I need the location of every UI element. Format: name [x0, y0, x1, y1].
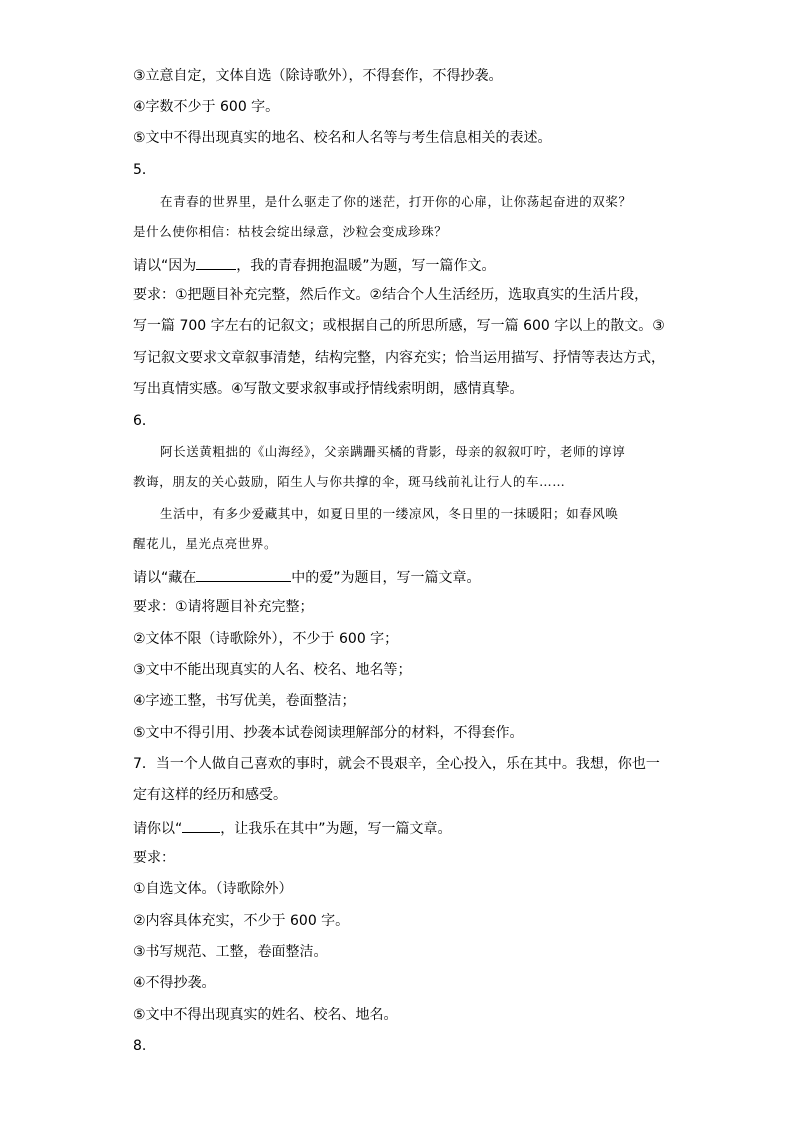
question-7-requirement-4: ④不得抄袭。 — [133, 975, 216, 991]
question-6-prompt-line-4: 醒花儿，星光点亮世界。 — [133, 536, 278, 551]
title-prefix: 请以“藏在 — [133, 570, 197, 586]
question-8-number: 8. — [133, 1038, 147, 1054]
question-6-requirement-4: ④字迹工整，书写优美，卷面整洁； — [133, 693, 356, 709]
title-prefix: 请以“因为 — [133, 258, 197, 274]
question-5-prompt-line-1: 在青春的世界里，是什么驱走了你的迷茫，打开你的心扉，让你荡起奋进的双桨？ — [160, 194, 632, 209]
question-7-requirement-3: ③书写规范、工整，卷面整洁。 — [133, 944, 328, 960]
title-suffix: ，让我乐在其中”为题，写一篇文章。 — [220, 821, 452, 837]
question-7-prompt-line-2: 定有这样的经历和感受。 — [133, 787, 287, 803]
question-6-title-instruction — [133, 567, 673, 587]
requirement-4: ④字数不少于 600 字。 — [133, 99, 280, 115]
question-5-number: 5． — [133, 162, 156, 178]
title-suffix: 中的爱”为题目，写一篇文章。 — [291, 570, 481, 586]
question-5-requirements-line-2: 写一篇 700 字左右的记叙文；或根据自己的所思所感，写一篇 600 字以上的散文。③ — [133, 318, 665, 334]
question-7-prompt-line-1: 7．当一个人做自己喜欢的事时，就会不畏艰辛，全心投入，乐在其中。我想，你也一 — [133, 756, 660, 772]
question-5-requirements-line-3: 写记叙文要求文章叙事清楚，结构完整，内容充实；恰当运用描写、抒情等表达方式， — [133, 350, 665, 366]
question-6-requirement-1: 要求：①请将题目补充完整； — [133, 599, 314, 615]
question-7-requirement-2: ②内容具体充实，不少于 600 字。 — [133, 913, 350, 929]
title-blank — [182, 818, 220, 833]
question-5-requirements-line-1: 要求：①把题目补充完整，然后作文。②结合个人生活经历，选取真实的生活片段， — [133, 287, 649, 303]
question-6-prompt-line-3: 生活中，有多少爱藏其中，如夏日里的一缕凉风，冬日里的一抹暖阳；如春风唤 — [160, 506, 619, 521]
question-7-requirement-1: ①自选文体。（诗歌除外） — [133, 881, 293, 897]
question-5-title-instruction — [133, 255, 673, 275]
title-suffix: ，我的青春拥抱温暖”为题，写一篇作文。 — [236, 258, 496, 274]
requirement-3: ③立意自定，文体自选（除诗歌外），不得套作，不得抄袭。 — [133, 68, 503, 84]
question-6-prompt-line-2: 教诲，朋友的关心鼓励，陌生人与你共撑的伞，斑马线前礼让行人的车…… — [133, 474, 566, 489]
question-6-number: 6． — [133, 413, 156, 429]
requirement-5: ⑤文中不得出现真实的地名、校名和人名等与考生信息相关的表述。 — [133, 130, 552, 146]
question-6-requirement-3: ③文中不能出现真实的人名、校名、地名等； — [133, 662, 412, 678]
question-7-requirements-label: 要求： — [133, 850, 175, 866]
question-6-requirement-2: ②文体不限（诗歌除外），不少于 600 字； — [133, 631, 399, 647]
title-blank — [196, 255, 236, 270]
title-blank — [196, 567, 291, 582]
question-7-requirement-5: ⑤文中不得出现真实的姓名、校名、地名。 — [133, 1007, 398, 1023]
question-5-requirements-line-4: 写出真情实感。④写散文要求叙事或抒情线索明朗，感情真挚。 — [133, 381, 524, 397]
question-5-prompt-line-2: 是什么使你相信：枯枝会绽出绿意，沙粒会变成珍珠？ — [133, 224, 448, 239]
question-6-prompt-line-1: 阿长送黄粗拙的《山海经》，父亲蹒跚买橘的背影，母亲的叙叙叮咛，老师的谆谆 — [160, 444, 626, 459]
title-prefix: 请你以“ — [133, 821, 183, 837]
question-6-requirement-5: ⑤文中不得引用、抄袭本试卷阅读理解部分的材料，不得套作。 — [133, 725, 524, 741]
question-7-title-instruction — [133, 818, 673, 838]
